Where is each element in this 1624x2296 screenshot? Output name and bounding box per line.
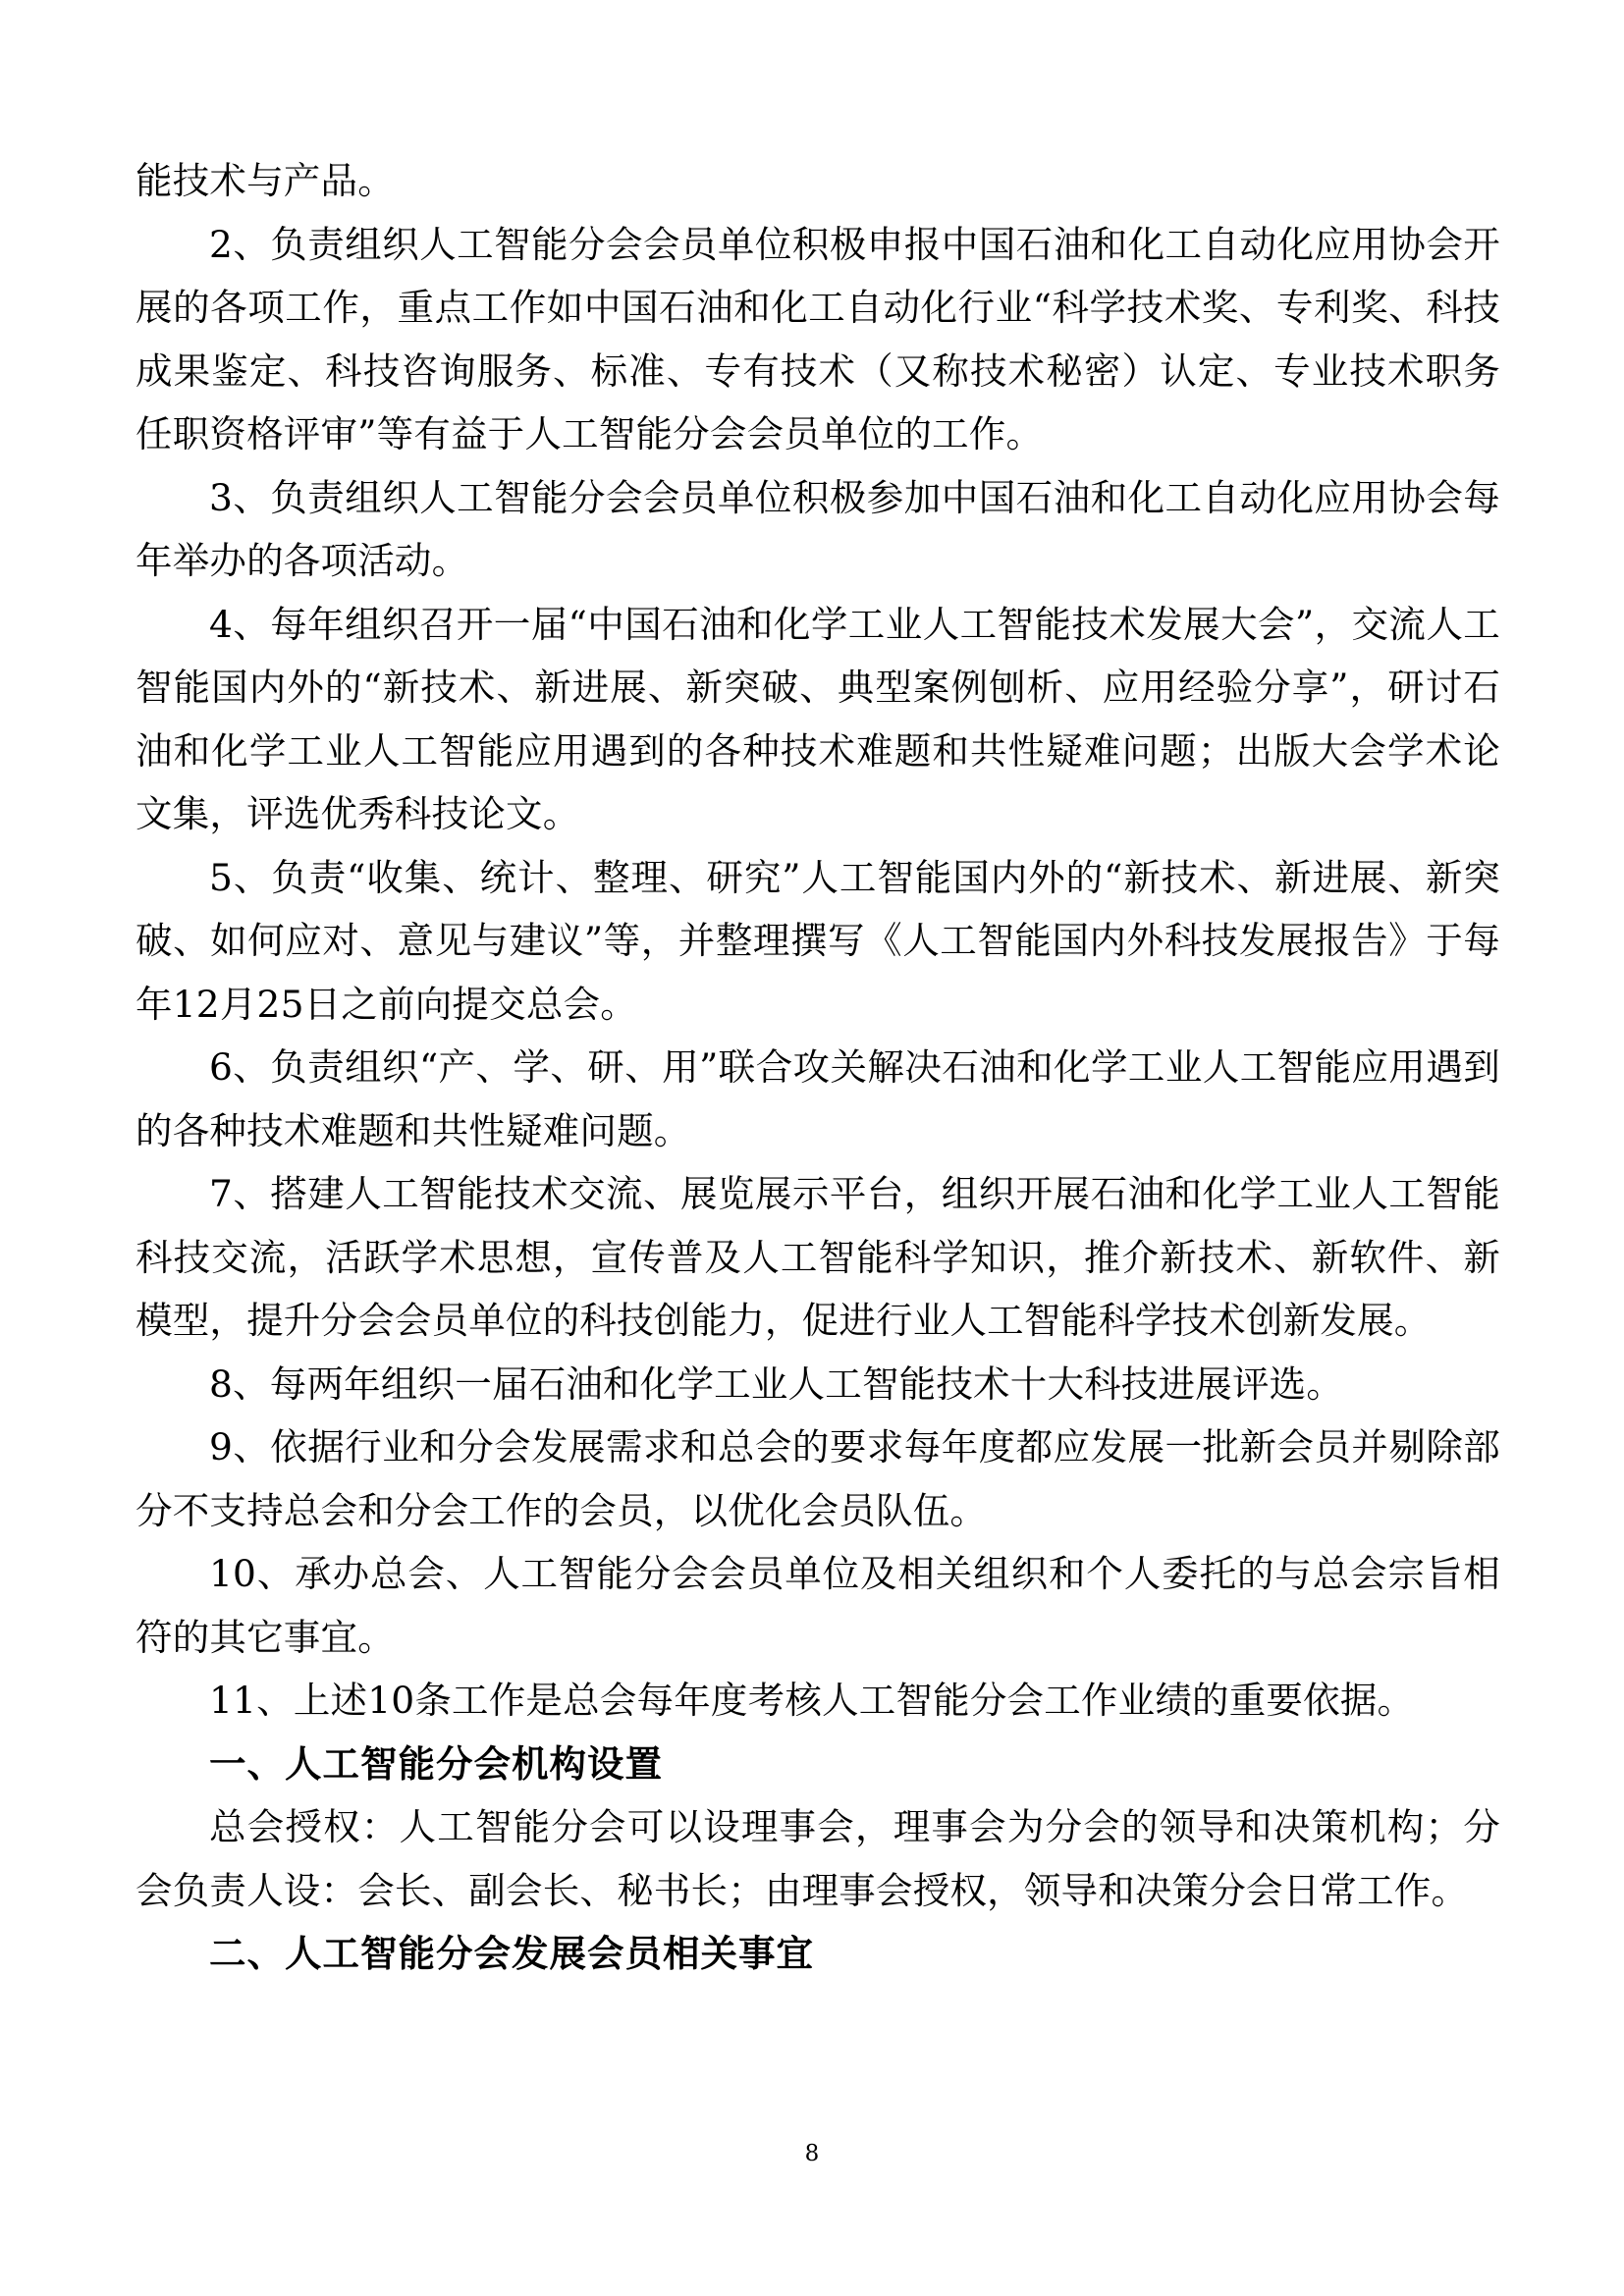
- body-paragraph: 9、依据行业和分会发展需求和总会的要求每年度都应发展一批新会员并剔除部分不支持总会和分会工作的会员，以优化会员队伍。: [135, 1425, 1500, 1532]
- document-body: [135, 149, 1500, 1986]
- body-paragraph: 7、搭建人工智能技术交流、展览展示平台，组织开展石油和化学工业人工智能科技交流，活跃学术思想，宣传普及人工智能科学知识，推介新技术、新软件、新模型，提升分会会员单位的科技创能力，促进行业人工智能科学技术创新发展。: [135, 1172, 1500, 1342]
- body-paragraph: 4、每年组织召开一届“中国石油和化学工业人工智能技术发展大会”，交流人工智能国内外的“新技术、新进展、新突破、典型案例刨析、应用经验分享”，研讨石油和化学工业人工智能应用遇到的各种技术难题和共性疑难问题；出版大会学术论文集，评选优秀科技论文。: [135, 602, 1500, 835]
- section-heading: 二、人工智能分会发展会员相关事宜: [209, 1932, 814, 1975]
- body-paragraph: 总会授权：人工智能分会可以设理事会，理事会为分会的领导和决策机构；分会负责人设：会长、副会长、秘书长；由理事会授权，领导和决策分会日常工作。: [135, 1805, 1500, 1912]
- body-paragraph: 3、负责组织人工智能分会会员单位积极参加中国石油和化工自动化应用协会每年举办的各项活动。: [135, 475, 1500, 582]
- page-number: 8: [804, 2141, 820, 2166]
- body-paragraph: 10、承办总会、人工智能分会会员单位及相关组织和个人委托的与总会宗旨相符的其它事宜。: [135, 1552, 1500, 1659]
- body-paragraph: 5、负责“收集、统计、整理、研究”人工智能国内外的“新技术、新进展、新突破、如何应对、意见与建议”等，并整理撰写《人工智能国内外科技发展报告》于每年12月25日之前向提交总会。: [135, 855, 1500, 1026]
- body-paragraph: 11、上述10条工作是总会每年度考核人工智能分会工作业绩的重要依据。: [209, 1679, 1415, 1722]
- body-paragraph: 6、负责组织“产、学、研、用”联合攻关解决石油和化学工业人工智能应用遇到的各种技术难题和共性疑难问题。: [135, 1045, 1500, 1152]
- body-paragraph: 8、每两年组织一届石油和化学工业人工智能技术十大科技进展评选。: [209, 1362, 1344, 1406]
- body-paragraph: 2、负责组织人工智能分会会员单位积极申报中国石油和化工自动化应用协会开展的各项工作，重点工作如中国石油和化工自动化行业“科学技术奖、专利奖、科技成果鉴定、科技咨询服务、标准、专有技术（又称技术秘密）认定、专业技术职务任职资格评审”等有益于人工智能分会会员单位的工作。: [135, 222, 1500, 455]
- body-paragraph: 能技术与产品。: [135, 159, 395, 202]
- section-heading: 一、人工智能分会机构设置: [209, 1741, 663, 1786]
